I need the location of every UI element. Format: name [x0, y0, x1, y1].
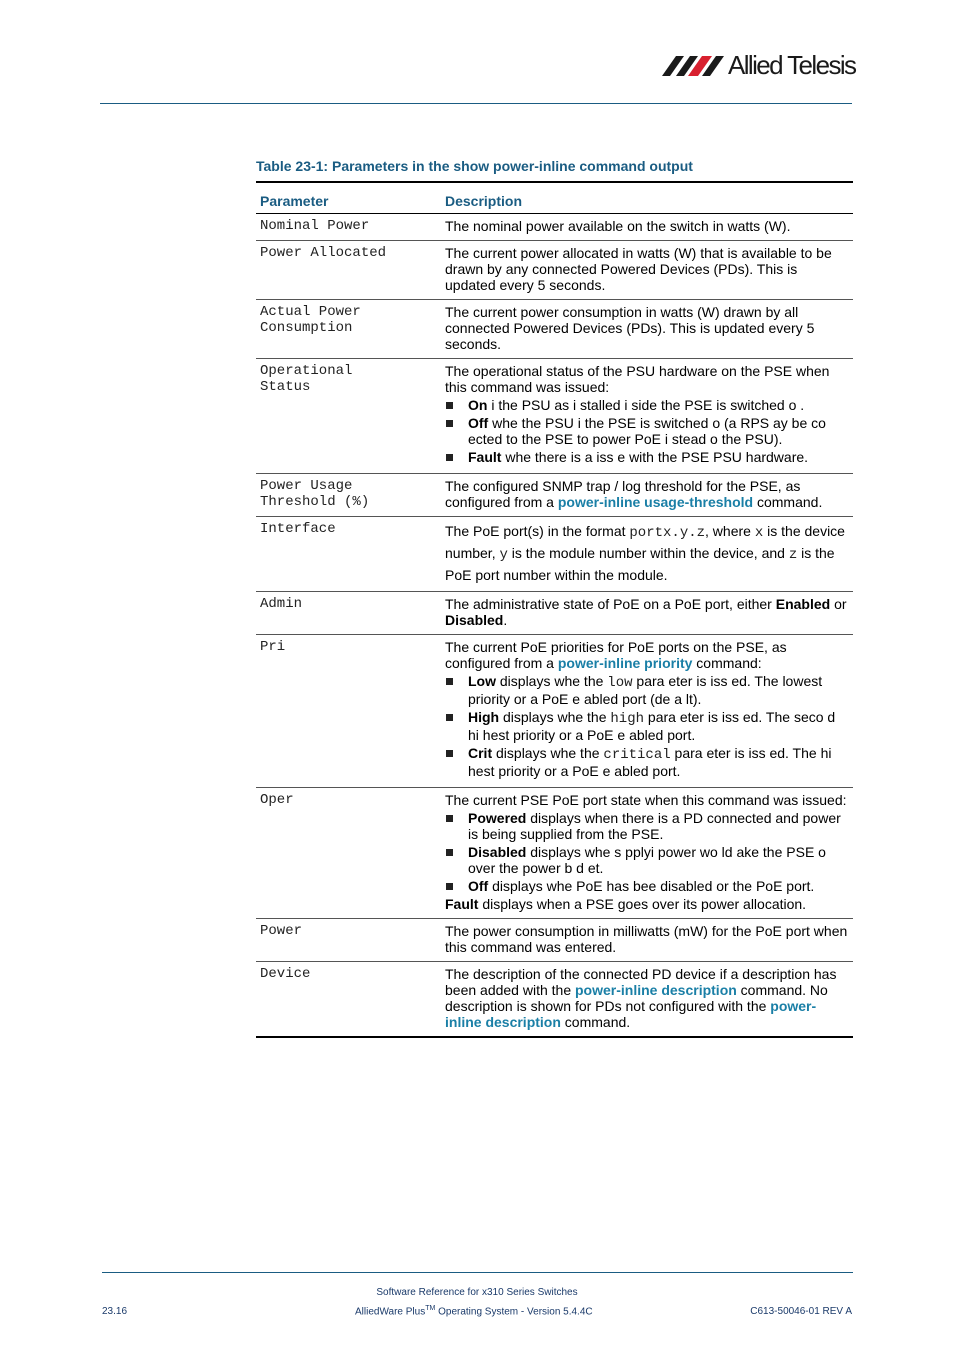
- table-row: [256, 592, 853, 635]
- param-name: Nominal Power: [256, 214, 441, 241]
- param-description: [441, 962, 853, 1038]
- allied-telesis-logo: [662, 50, 854, 82]
- keyword: On: [468, 397, 488, 413]
- param-name: Power Usage Threshold (%): [256, 474, 441, 517]
- page-number: 23.16: [102, 1306, 128, 1317]
- keyword: Enabled: [775, 596, 831, 612]
- parameters-table: [256, 181, 853, 1038]
- list-item: [445, 878, 849, 894]
- list-item: [445, 673, 849, 707]
- list-item: [445, 844, 849, 876]
- footer-book-title: Software Reference for x310 Series Switches: [376, 1287, 578, 1298]
- item-text: whe the PSU i the PSE is switched o (a RPS ay be co ected to the PSE to power PoE i stead o the PSU).: [468, 415, 826, 447]
- keyword: High: [468, 709, 500, 725]
- param-description: [441, 474, 853, 517]
- command-link-priority[interactable]: power-inline priority: [557, 655, 693, 671]
- param-name: Interface: [256, 517, 441, 592]
- param-description: [441, 788, 853, 919]
- table-row: [256, 474, 853, 517]
- param-name: Device: [260, 966, 311, 982]
- keyword: Off: [468, 878, 489, 894]
- keyword: Crit: [468, 745, 493, 761]
- description-text: The configured SNMP trap / log threshold for the PSE, as configured from a: [445, 478, 801, 510]
- param-description: [441, 592, 853, 635]
- item-text: displays whe the: [496, 673, 608, 689]
- table-row: [256, 635, 853, 788]
- item-text: displays whe the: [499, 709, 611, 725]
- description-text: command. No description is shown for PDs not configured with the: [445, 982, 828, 1014]
- param-name: Admin: [256, 592, 441, 635]
- item-text: displays whe the: [492, 745, 604, 761]
- item-text: whe there is a iss e with the PSE PSU hardware.: [501, 449, 809, 465]
- code-text: high: [610, 711, 645, 727]
- param-description: The nominal power available on the switch in watts (W).: [441, 214, 853, 241]
- keyword: Off: [468, 415, 489, 431]
- param-description: [441, 635, 853, 788]
- code-text: critical: [603, 747, 671, 763]
- item-text: displays when there is a PD connected and power is being supplied from the PSE.: [468, 810, 841, 842]
- table-caption: Table 23-1: Parameters in the show power-inline command output: [256, 158, 693, 174]
- param-name: Operational Status: [256, 359, 441, 474]
- item-text: para eter is iss ed. The seco d hi hest priority or a PoE e abled port.: [468, 709, 836, 743]
- table-row: [256, 214, 853, 241]
- param-name: Pri: [256, 635, 441, 788]
- code-text: x: [754, 525, 764, 541]
- table-header-row: [256, 182, 853, 214]
- header-rule: [100, 103, 852, 104]
- list-item: [445, 745, 849, 779]
- item-text: para eter is iss ed. The lowest priority or a PoE e abled port (de a lt).: [468, 673, 823, 707]
- keyword: Fault: [468, 449, 502, 465]
- param-name: Power Allocated: [256, 241, 441, 300]
- list-item: [445, 415, 849, 447]
- description-text: command.: [560, 1014, 631, 1030]
- footer-version: Operating System - Version 5.4.4C: [435, 1306, 593, 1318]
- footer-os-name: AlliedWare Plus: [355, 1306, 426, 1318]
- param-description: The power consumption in milliwatts (mW) for the PoE port when this command was entered.: [441, 919, 853, 962]
- table-row: [256, 241, 853, 300]
- list-item: [445, 709, 849, 743]
- description-tail: [445, 896, 849, 912]
- description-text: The operational status of the PSU hardware on the PSE when this command was issued:: [445, 363, 830, 395]
- command-link-description[interactable]: power-inline description: [575, 982, 737, 998]
- header-description: Description: [441, 182, 853, 214]
- description-text: or: [830, 596, 847, 612]
- keyword: Low: [468, 673, 496, 689]
- footer-os-version: [355, 1305, 593, 1317]
- document-id: C613-50046-01 REV A: [750, 1306, 852, 1317]
- command-link-usage-threshold[interactable]: power-inline usage-threshold: [557, 494, 754, 510]
- description-text: command:: [692, 655, 762, 671]
- item-text: displays whe PoE has bee disabled or the PoE port.: [488, 878, 815, 894]
- description-text: is the device number,: [445, 523, 845, 561]
- list-item: [445, 397, 849, 413]
- description-text: displays when a PSE goes over its power allocation.: [478, 896, 807, 912]
- bullet-list: [445, 673, 849, 779]
- code-text: low: [607, 675, 633, 691]
- keyword: Fault: [445, 896, 479, 912]
- code-text: z: [788, 547, 798, 563]
- param-description: The current power consumption in watts (W) drawn by all connected Powered Devices (PDs). This is updated every 5 seconds.: [441, 300, 853, 359]
- keyword: Disabled: [445, 612, 504, 628]
- header-parameter: Parameter: [256, 182, 441, 214]
- param-name: Power: [256, 919, 441, 962]
- keyword: Disabled: [468, 844, 527, 860]
- logo-wordmark: Allied Telesis: [728, 50, 856, 80]
- command-link-description[interactable]: power-inline description: [445, 998, 817, 1030]
- table-row: [256, 788, 853, 919]
- param-description: The current power allocated in watts (W) that is available to be drawn by any connected Powered Devices (PDs). This is updated every 5 seconds.: [441, 241, 853, 300]
- param-name: Actual Power Consumption: [256, 300, 441, 359]
- table-row: [256, 300, 853, 359]
- description-text: .: [503, 612, 508, 628]
- table-row: [256, 517, 853, 592]
- allied-telesis-logo-icon: [662, 56, 726, 76]
- param-description: [441, 359, 853, 474]
- bullet-list: [445, 810, 849, 894]
- description-text: The current PoE priorities for PoE ports on the PSE, as configured from a: [445, 639, 787, 671]
- table-row: [256, 919, 853, 962]
- param-name: Oper: [256, 788, 441, 919]
- bullet-list: [445, 397, 849, 465]
- footer-rule: [102, 1272, 853, 1273]
- description-text: is the PoE port number within the module.: [445, 545, 835, 583]
- description-text: The description of the connected PD device if a description has been added with the: [445, 966, 837, 998]
- keyword: Powered: [468, 810, 527, 826]
- code-text: portx.y.z: [629, 525, 706, 541]
- description-text: The administrative state of PoE on a PoE port, either: [445, 596, 776, 612]
- description-text: is the module number within the device, and: [507, 545, 789, 561]
- description-text: command.: [753, 494, 823, 510]
- description-text: The current PSE PoE port state when this command was issued:: [445, 792, 847, 808]
- item-text: displays whe s pplyi power wo ld ake the PSE o over the power b d et.: [468, 844, 826, 876]
- code-text: y: [499, 547, 508, 563]
- param-description: [441, 517, 853, 592]
- table-row: [256, 962, 853, 1038]
- description-text: , where: [705, 523, 755, 539]
- list-item: [445, 449, 849, 465]
- item-text: i the PSU as i stalled i side the PSE is switched o .: [487, 397, 805, 413]
- table-row: [256, 359, 853, 474]
- item-text: para eter is iss ed. The hi hest priority or a PoE e abled port.: [468, 745, 832, 779]
- list-item: [445, 810, 849, 842]
- description-text: The PoE port(s) in the format: [445, 523, 630, 539]
- trademark-mark: TM: [425, 1305, 436, 1312]
